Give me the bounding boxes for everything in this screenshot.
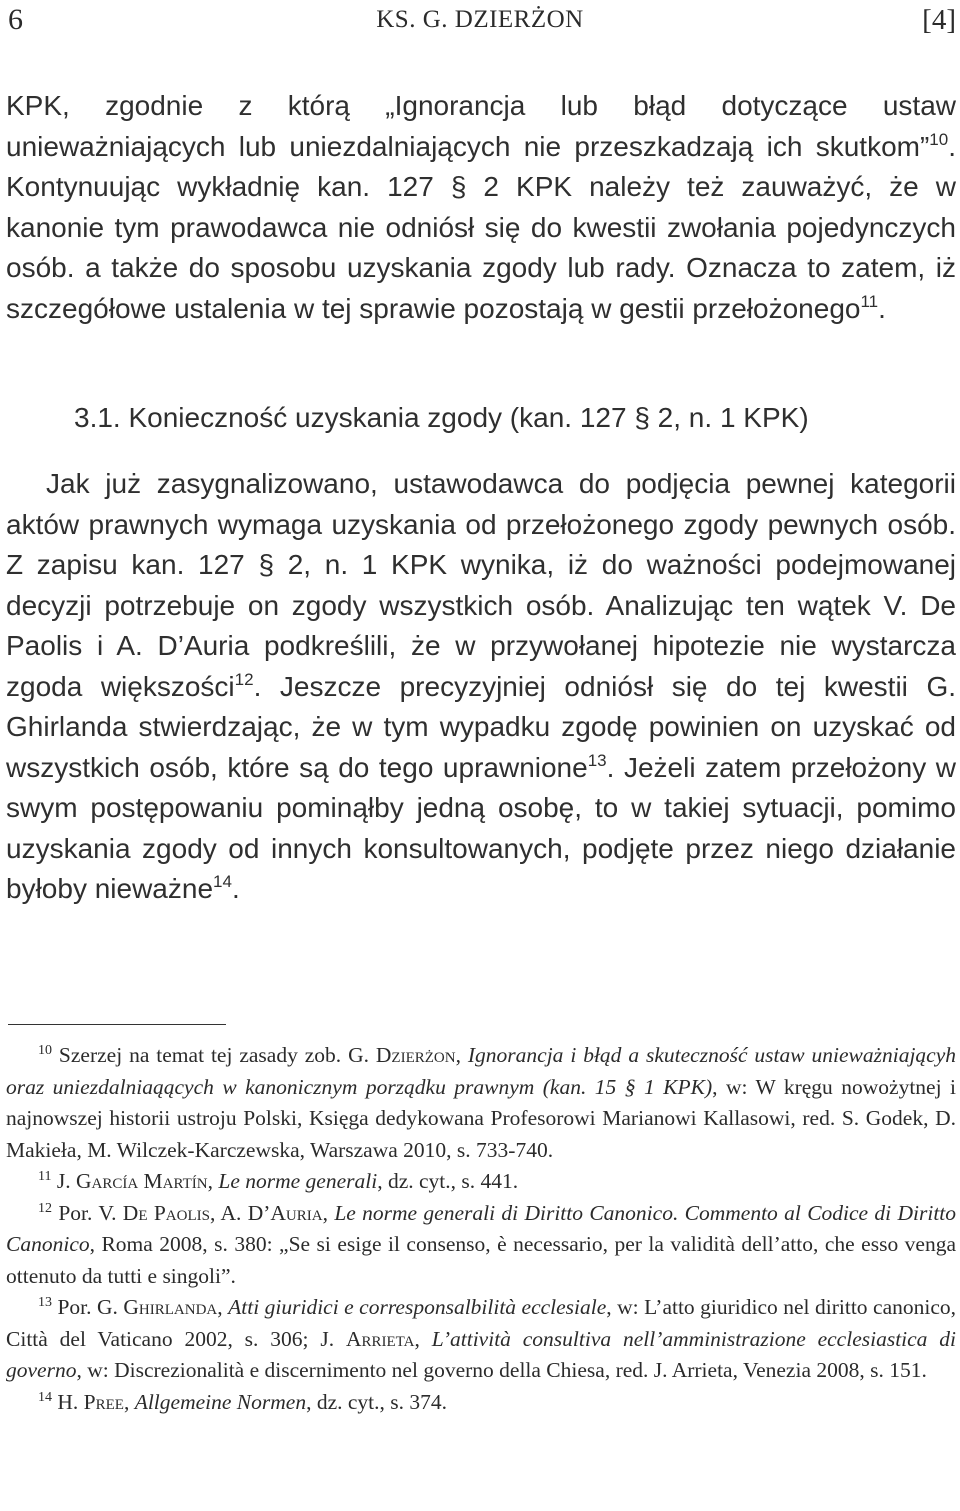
footnote-ref-11[interactable]: 11 [860,291,879,311]
footnote-ref-13[interactable]: 13 [587,750,607,770]
footnote-text: , [123,1389,135,1414]
footnotes [6,1040,956,1418]
paragraph-1 [6,86,956,329]
footnote-text: , [414,1326,432,1351]
footnote-text: , A. [209,1200,248,1225]
paragraph-2-text-d: . [231,873,240,904]
paragraph-1-text-c: . [878,292,886,324]
footnote-10 [6,1040,956,1166]
footnote-text: , dz. cyt., s. 441. [377,1169,519,1193]
footnote-title: Le norme generali [218,1169,378,1193]
footnote-14 [6,1387,956,1419]
footnote-12 [6,1198,956,1293]
footnote-number: 14 [38,1389,52,1405]
paragraph-1-text-a: KPK, zgodnie z którą „Ignorancja lub błąd dotyczące ustaw unieważniających lub uniezdalniających nie przeszkadzają ich skutkom” [6,90,956,162]
footnote-text: , w: W kręgu nowożytnej i najnowszej historii ustroju Polski, Księga dedykowana Profesorowi Marianowi Kallasowi, red. S. Godek, D. Makieła, M. Wilczek-Karczewska, Warszawa 2010, s. 733-740. [6,1074,956,1162]
footnote-text: Por. G. [52,1295,124,1319]
section-reference: [4] [922,4,956,36]
footnote-text: , [207,1169,219,1193]
paragraph-2-text-a: Jak już zasygnalizowano, ustawodawca do podjęcia pewnej kategorii aktów prawnych wymaga uzyskania od przełożonego zgody pewnych osób. Z zapisu kan. 127 § 2, n. 1 KPK wynika, iż do ważności podejmowanej decyzji potrzebuje on zgody wszystkich osób. Analizując ten wątek V. De Paolis i A. D’Auria podkreślili, że w przywołanej hipotezie nie wystarcza zgoda większości [6,468,956,702]
footnote-text: , [455,1043,468,1067]
footnote-text: , Roma 2008, s. 380: „Se si esige il consenso, è necessario, per la validità dell’atto, che esso venga ottenuto da tutti e singoli”. [6,1232,956,1288]
footnote-author: Ghirlanda [123,1295,218,1319]
footnote-text: J. [51,1169,76,1193]
footnote-author: García Martín [75,1169,208,1193]
page-number: 6 [8,3,23,36]
footnote-number: 13 [38,1295,52,1310]
footnote-title: Atti giuridici e corresponsalbilità ecclesiale [228,1295,607,1319]
paragraph-1-text-b: . Kontynuując wykładnię kan. 127 § 2 KPK należy też zauważyć, że w kanonie tym prawodawca nie odniósł się do kwestii zwołania pojedynczych osób. a także do sposobu uzyskania zgody lub rady. Oznacza to zatem, iż szczegółowe ustalenia w tej sprawie pozostają w gestii przełożonego [6,130,956,324]
footnote-ref-10[interactable]: 10 [929,129,949,149]
footnote-text: , dz. cyt., s. 374. [306,1389,448,1414]
footnote-text: , w: Discrezionalità e discernimento nel governo della Chiesa, red. J. Arrieta, Venezia 2008, s. 151. [76,1358,927,1382]
footnote-number: 12 [38,1200,52,1216]
footnote-author: De Paolis [122,1200,210,1225]
footnote-ref-12[interactable]: 12 [234,669,254,689]
footnote-title: L’attività consultiva nell’amministrazione ecclesiastica di governo [6,1326,957,1382]
footnote-author: Arrieta [345,1326,415,1351]
footnote-title: Allgemeine Normen [134,1389,307,1414]
footnote-11 [6,1166,956,1198]
footnote-author: D’Auria [247,1200,323,1225]
footnote-ref-14[interactable]: 14 [213,872,232,891]
section-heading: 3.1. Konieczność uzyskania zgody (kan. 127 § 2, n. 1 KPK) [74,402,809,433]
paragraph-2 [6,464,956,910]
footnote-separator [8,1024,226,1025]
running-title: KS. G. DZIERŻON [376,6,584,33]
footnote-author: Pree [83,1389,124,1414]
footnote-title: Le norme generali di Diritto Canonico. Commento al Codice di Diritto Canonico [6,1200,957,1256]
footnote-13 [6,1292,956,1387]
footnote-text: , [322,1200,335,1225]
footnote-title: Ignorancja i błąd a skuteczność ustaw unieważniającyh oraz uniezdalniaąących w kanonicznym porządku prawnym (kan. 15 § 1 KPK) [6,1043,957,1099]
paragraph-2-text-b: . Jeszcze precyzyjniej odniósł się do tej kwestii G. Ghirlanda stwierdzając, że w tym wypadku zgodę powinien on uzyskać od wszystkich osób, które są do tego uprawnione [6,670,957,783]
paragraph-2-text-c: . Jeżeli zatem przełożony w swym postępowaniu pominąłby jedną osobę, to w takiej sytuacji, pomimo uzyskania zgody od innych konsultowanych, podjęte przez niego działanie byłoby nieważne [6,751,957,904]
footnote-author: Dzierżon [375,1043,456,1067]
footnote-text: Por. V. [52,1200,123,1225]
page-header [0,0,960,40]
footnote-text: , w: L’atto giuridico nel diritto canonico, Città del Vaticano 2002, s. 306; J. [6,1295,957,1351]
footnote-text: H. [52,1389,84,1414]
footnote-number: 10 [38,1043,52,1058]
footnote-text: Szerzej na temat tej zasady zob. G. [52,1043,376,1067]
footnote-text: , [217,1295,229,1319]
footnote-number: 11 [38,1169,52,1184]
